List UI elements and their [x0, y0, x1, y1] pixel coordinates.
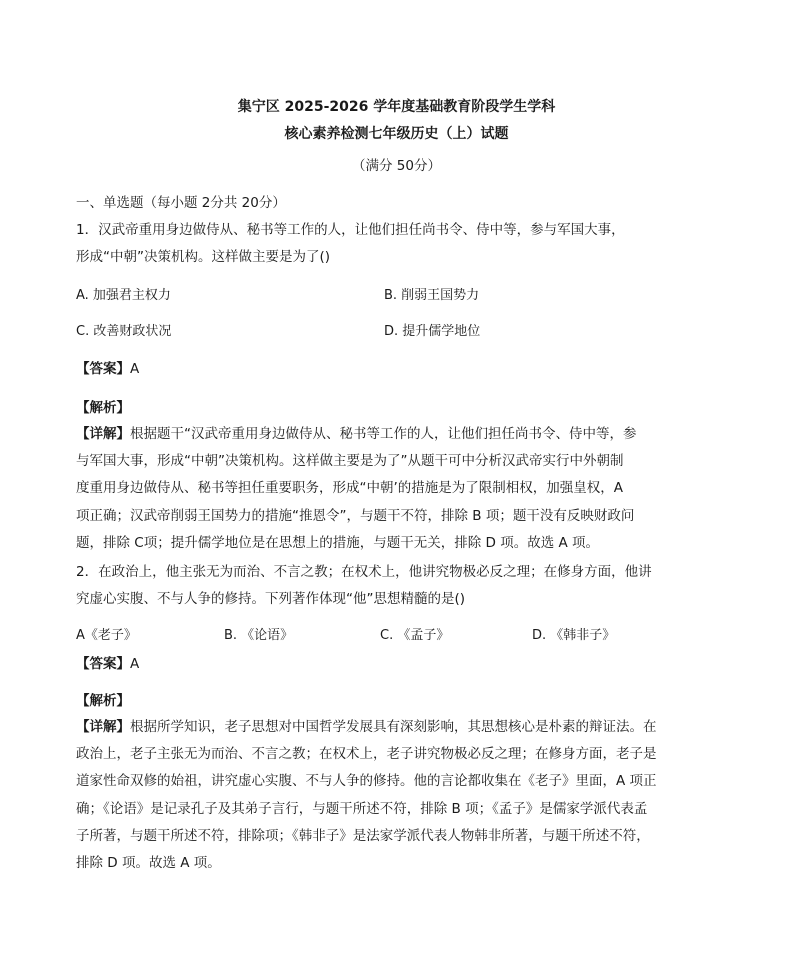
q1-detail-tag: 【详解】: [76, 426, 130, 442]
q1-detail-line3: 度重用身边做侍从、秘书等担任重要职务，形成“中朝’的措施是为了限制相权，加强皇权，A: [76, 480, 624, 497]
q1-option-b: B. 削弱王国势力: [384, 288, 480, 303]
q2-detail-line1: [76, 714, 716, 741]
q2-option-a: A《老子》: [76, 628, 137, 643]
q2-detail: [76, 714, 716, 877]
q2-analysis-tag: 【解析】: [76, 693, 130, 709]
q1-detail-line4: 项正确；汉武帝削弱王国势力的措施“推恩令”，与题干不符，排除 B 项；题干没有反映财政问: [76, 507, 635, 524]
q2-answer-tag: 【答案】: [76, 656, 130, 672]
q1-answer-value: A: [130, 361, 140, 377]
q1-option-c: C. 改善财政状况: [76, 324, 172, 339]
q2-detail-line3: 道家性命双修的始祖，讲究虚心实腹、不与人争的修持。他的言论都收集在《老子》里面，A 项正: [76, 773, 657, 790]
q2-detail-text1: 根据所学知识，老子思想对中国哲学发展具有深刻影响，其思想核心是朴素的辩证法。在: [130, 719, 657, 735]
q1-stem-line1: 1．汉武帝重用身边做侍从、秘书等工作的人，让他们担任尚书令、侍中等，参与军国大事，: [76, 222, 625, 238]
q1-detail-line2: 与军国大事，形成“中朝”决策机构。这样做主要是为了”从题干可中分析汉武帝实行中外朝制: [76, 453, 624, 470]
exam-title-line2: 核心素养检测七年级历史（上）试题: [284, 126, 509, 142]
q1-detail-line5: 题，排除 C项；提升儒学地位是在思想上的措施，与题干无关，排除 D 项。故选 A 项。: [76, 534, 600, 551]
q2-answer: [76, 655, 139, 673]
q2-detail-line4: 确；《论语》是记录孔子及其弟子言行，与题干所述不符，排除 B 项；《孟子》是儒家学派代表孟: [76, 800, 648, 817]
q2-option-d: D. 《韩非子》: [532, 628, 616, 643]
q1-detail: [76, 421, 716, 557]
q2-answer-value: A: [130, 656, 140, 672]
q2-detail-line5: 子所著，与题干所述不符，排除项；《韩非子》是法家学派代表人物韩非所著，与题干所述不符，: [76, 827, 650, 844]
q2-detail-line2: 政治上，老子主张无为而治、不言之教；在权术上，老子讲究物极必反之理；在修身方面，老子是: [76, 746, 657, 763]
q1-answer-tag: 【答案】: [76, 361, 130, 377]
q1-option-a: A. 加强君主权力: [76, 288, 171, 303]
q1-option-d: D. 提升儒学地位: [384, 324, 481, 339]
q1-detail-line1: [76, 421, 716, 448]
q1-answer: [76, 360, 139, 378]
q1-stem-line2: 形成“中朝”决策机构。这样做主要是为了(): [76, 249, 331, 265]
exam-title-line1: 集宁区 2025-2026 学年度基础教育阶段学生学科: [237, 99, 556, 115]
section-heading: 一、单选题（每小题 2分共 20分）: [76, 195, 286, 211]
q2-detail-tag: 【详解】: [76, 719, 130, 735]
q2-detail-line6: 排除 D 项。故选 A 项。: [76, 855, 221, 872]
q2-option-c: C. 《孟子》: [380, 628, 450, 643]
q2-option-b: B. 《论语》: [224, 628, 294, 643]
q1-detail-text1: 根据题干“汉武帝重用身边做侍从、秘书等工作的人，让他们担任尚书令、侍中等，参: [130, 426, 637, 442]
q1-analysis-tag: 【解析】: [76, 400, 130, 416]
exam-total-score: （满分 50分）: [352, 158, 441, 174]
q2-stem-line1: 2．在政治上，他主张无为而治、不言之教；在权术上，他讲究物极必反之理；在修身方面，他讲: [76, 564, 652, 580]
q2-stem-line2: 究虚心实腹、不与人争的修持。下列著作体现“他”思想精髓的是(): [76, 591, 466, 607]
